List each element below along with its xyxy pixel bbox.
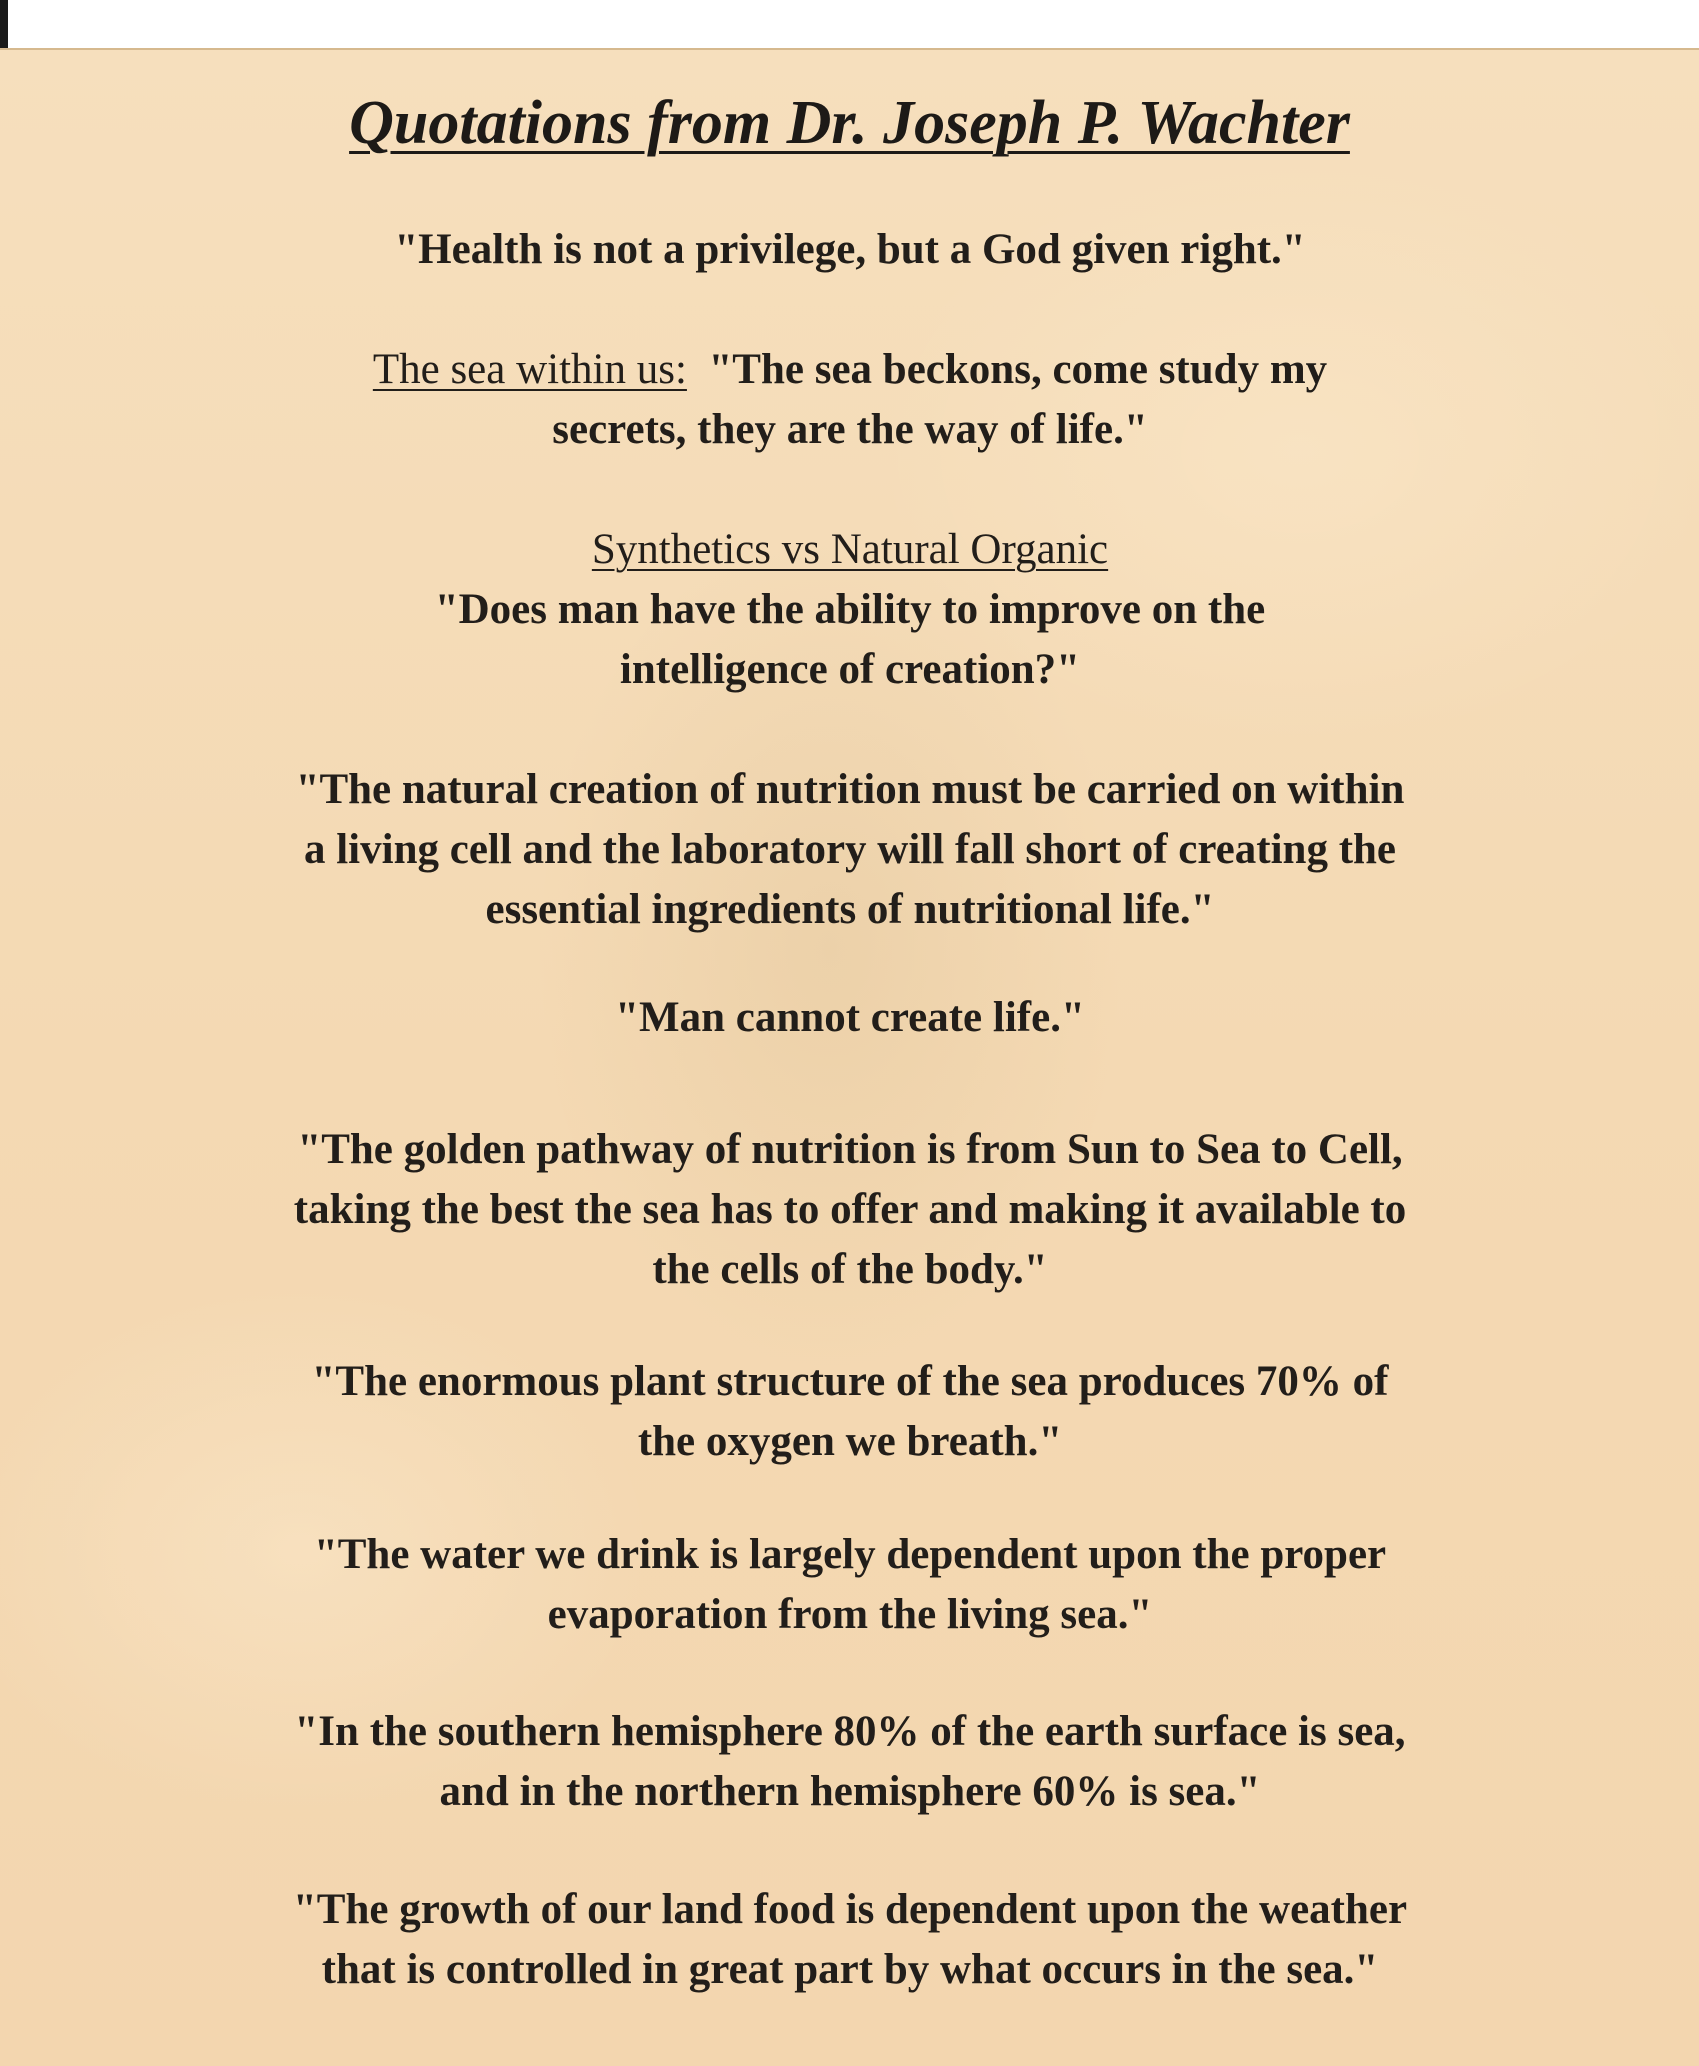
quote-line-with-heading: [150, 340, 1550, 400]
quote-synthetics-vs-natural: [150, 520, 1550, 700]
quote-line: the oxygen we breath.": [637, 1418, 1063, 1465]
quote-man-cannot-create-life: [150, 988, 1550, 1048]
quote-line: "The golden pathway of nutrition is from Sun to Sea to Cell,: [297, 1126, 1403, 1173]
section-heading-sea-within-us: The sea within us:: [372, 346, 687, 393]
quote-plant-structure-oxygen: [150, 1352, 1550, 1472]
quote-line: essential ingredients of nutritional life.": [485, 886, 1215, 933]
page-content: [0, 50, 1699, 2066]
quote-line: "The natural creation of nutrition must be carried on within: [295, 766, 1405, 813]
quote-line: "The enormous plant structure of the sea produces 70% of: [311, 1358, 1389, 1405]
quote-line: secrets, they are the way of life.": [552, 406, 1148, 453]
quote-line: "The water we drink is largely dependent upon the proper: [313, 1531, 1387, 1578]
page-title: Quotations from Dr. Joseph P. Wachter: [349, 89, 1350, 157]
quote-golden-pathway: [150, 1120, 1550, 1300]
quote-land-food-weather: [150, 1880, 1550, 2000]
parchment-page: [0, 48, 1699, 2066]
quote-water-we-drink: [150, 1525, 1550, 1645]
quote-line: the cells of the body.": [652, 1246, 1048, 1293]
quote-hemispheres: [150, 1702, 1550, 1822]
quote-line: taking the best the sea has to offer and making it available to: [293, 1186, 1407, 1233]
section-heading-synthetics: Synthetics vs Natural Organic: [591, 526, 1109, 573]
quote-line: a living cell and the laboratory will fall short of creating the: [303, 826, 1397, 873]
quote-natural-creation: [150, 760, 1550, 940]
quote-line: "The growth of our land food is dependent upon the weather: [292, 1886, 1408, 1933]
quote-line: evaporation from the living sea.": [547, 1591, 1153, 1638]
quote-line: intelligence of creation?": [619, 646, 1081, 693]
scan-edge-mark: [0, 0, 8, 55]
scan-border: [0, 0, 1699, 50]
quote-sea-within-us: [150, 340, 1550, 460]
quote-line: "The sea beckons, come study my: [708, 346, 1328, 393]
quote-line: that is controlled in great part by what occurs in the sea.": [321, 1946, 1379, 1993]
quote-line: "Man cannot create life.": [615, 994, 1085, 1041]
quote-line: and in the northern hemisphere 60% is sea.": [439, 1768, 1261, 1815]
quote-line: "Does man have the ability to improve on the: [434, 586, 1266, 633]
quote-line: "Health is not a privilege, but a God given right.": [394, 226, 1306, 273]
quote-health-right: [150, 220, 1550, 280]
quote-line: "In the southern hemisphere 80% of the earth surface is sea,: [294, 1708, 1406, 1755]
